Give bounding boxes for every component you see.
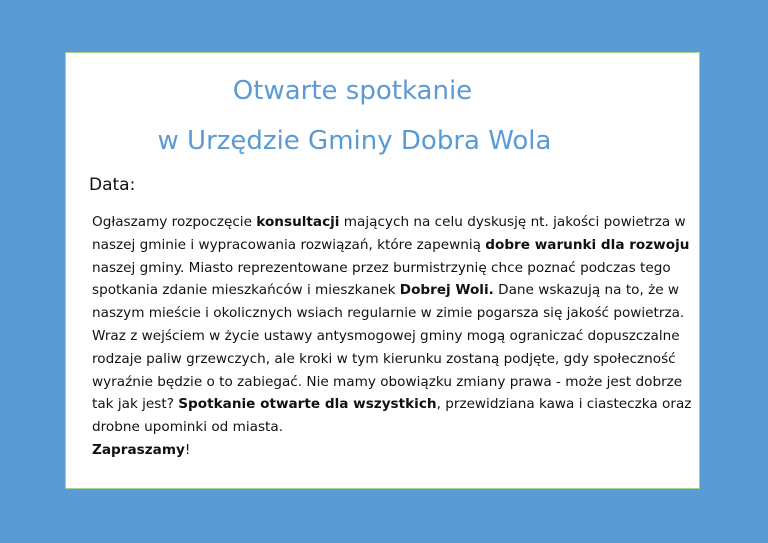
text-run: rodzaje paliw grzewczych, ale kroki w tym kierunku zostaną podjęte, gdy społeczność xyxy=(92,350,676,367)
text-run: ! xyxy=(184,441,191,458)
text-run: tak jak jest? xyxy=(92,396,179,413)
text-run: Wraz z wejściem w życie ustawy antysmogowej gminy mogą ograniczać dopuszczalne xyxy=(92,327,680,344)
text-run: wyraźnie będzie o to zabiegać. Nie mamy obowiązku zmiany prawa - może jest dobrze xyxy=(92,373,683,390)
text-run: , przewidziana kawa i ciasteczka oraz xyxy=(436,396,692,413)
text-run: Dane wskazują na to, że w xyxy=(493,282,680,299)
body-line xyxy=(92,348,682,371)
date-label: Data: xyxy=(89,175,136,195)
announcement-card xyxy=(65,52,700,489)
text-run: drobne upominki od miasta. xyxy=(92,419,284,436)
text-run: naszej gminie i wypracowania rozwiązań, które zapewnią xyxy=(92,236,486,253)
text-run: naszym mieście i okolicznych wsiach regularnie w zimie pogarsza się jakość powietrza. xyxy=(92,305,685,322)
text-run: mających na celu dyskusję nt. jakości powietrza w xyxy=(339,214,686,230)
body-line xyxy=(92,393,692,416)
body-line xyxy=(92,416,682,439)
body-line xyxy=(92,371,682,394)
bold-text: dobre warunki dla rozwoju xyxy=(485,236,690,253)
body-line xyxy=(92,211,686,234)
bold-text: Zapraszamy xyxy=(92,441,185,458)
body-line xyxy=(92,234,690,257)
text-run: naszej gminy. Miasto reprezentowane przez burmistrzynię chce poznać podczas tego xyxy=(92,259,671,276)
announcement-body xyxy=(92,211,692,462)
text-run: spotkania zdanie mieszkańców i mieszkanek xyxy=(92,282,400,299)
title-line-2: w Urzędzie Gminy Dobra Wola xyxy=(157,126,552,156)
body-line xyxy=(92,439,682,462)
bold-text: konsultacji xyxy=(256,214,340,230)
bold-text: Spotkanie otwarte dla wszystkich xyxy=(178,396,437,413)
bold-text: Dobrej Woli. xyxy=(399,282,494,299)
body-line xyxy=(92,325,682,348)
body-line xyxy=(92,279,682,302)
title-line-1: Otwarte spotkanie xyxy=(232,76,473,106)
text-run: Ogłaszamy rozpoczęcie xyxy=(92,214,257,230)
body-line xyxy=(92,302,685,325)
body-line xyxy=(92,257,682,280)
